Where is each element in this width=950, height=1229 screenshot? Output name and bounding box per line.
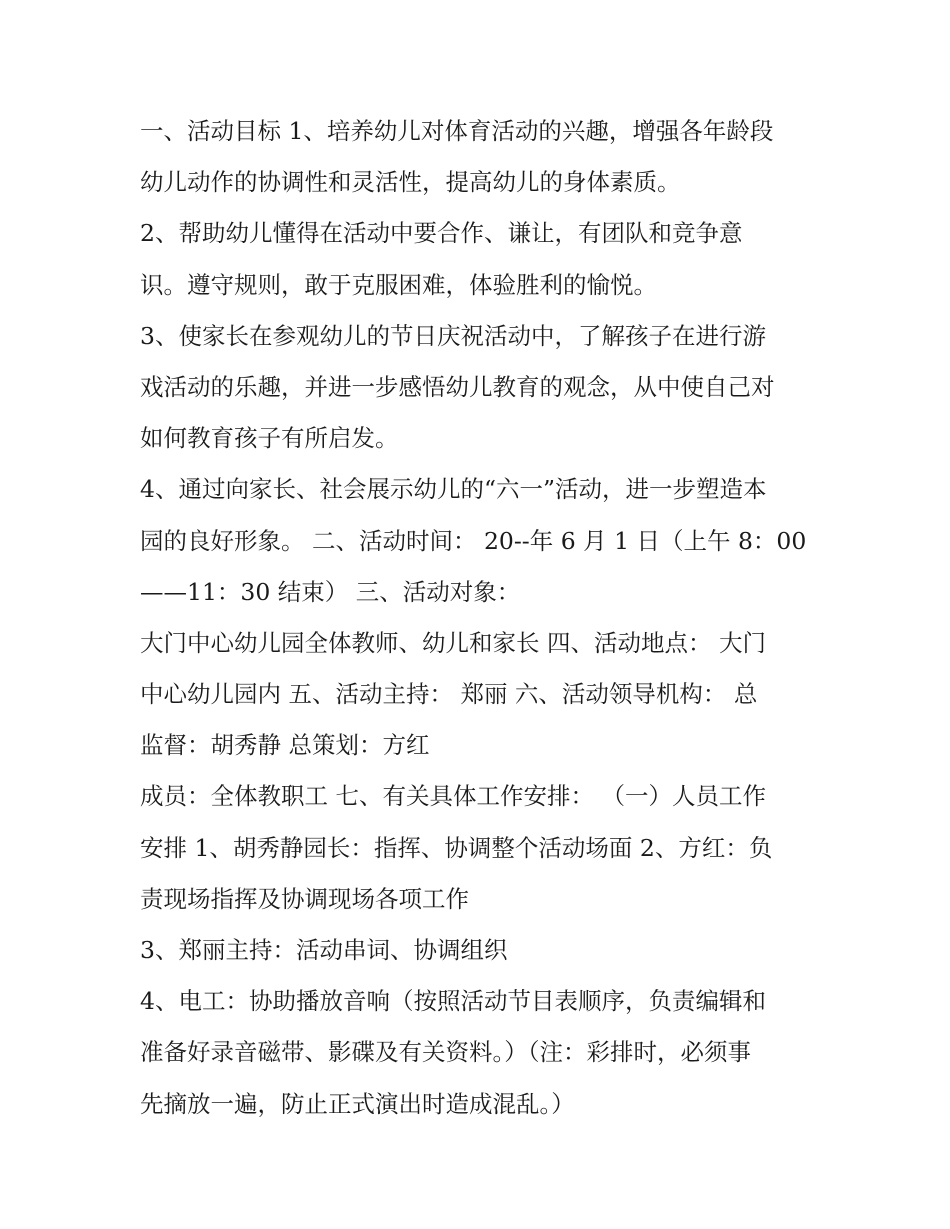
text-line: 成员：全体教职工 七、有关具体工作安排： （一）人员工作	[140, 782, 766, 811]
text-line: 监督：胡秀静 总策划：方红	[140, 731, 430, 760]
text-line: 4、通过向家长、社会展示幼儿的“六一”活动，进一步塑造本	[140, 475, 767, 504]
text-line: 中心幼儿园内 五、活动主持： 郑丽 六、活动领导机构： 总	[140, 680, 758, 709]
text-line: ——11：30 结束） 三、活动对象：	[140, 577, 521, 606]
text-line: 2、帮助幼儿懂得在活动中要合作、谦让，有团队和竞争意	[140, 219, 743, 248]
text-line: 责现场指挥及协调现场各项工作	[140, 884, 469, 913]
text-line: 先摘放一遍，防止正式演出时造成混乱。）	[140, 1089, 575, 1118]
text-line: 园的良好形象。 二、活动时间： 20--年 6 月 1 日（上午 8：00	[140, 526, 807, 555]
document-body	[140, 106, 820, 1130]
text-line: 3、郑丽主持：活动串词、协调组织	[140, 936, 508, 964]
text-line: 一、活动目标 1、培养幼儿对体育活动的兴趣，增强各年龄段	[140, 117, 774, 145]
text-line: 安排 1、胡秀静园长：指挥、协调整个活动场面 2、方红：负	[140, 833, 773, 862]
text-line: 戏活动的乐趣，并进一步感悟幼儿教育的观念，从中使自己对	[140, 372, 775, 401]
text-line: 如何教育孩子有所启发。	[140, 424, 399, 453]
text-line: 准备好录音磁带、影碟及有关资料。）（注：彩排时，必须事	[140, 1038, 751, 1067]
text-line: 3、使家长在参观幼儿的节日庆祝活动中，了解孩子在进行游	[140, 321, 766, 350]
text-line: 识。遵守规则，敢于克服困难，体验胜利的愉悦。	[140, 270, 657, 299]
text-line: 幼儿动作的协调性和灵活性，提高幼儿的身体素质。	[140, 168, 681, 197]
text-line: 大门中心幼儿园全体教师、幼儿和家长 四、活动地点： 大门	[140, 628, 766, 657]
text-line: 4、电工：协助播放音响（按照活动节目表顺序，负责编辑和	[140, 987, 766, 1016]
